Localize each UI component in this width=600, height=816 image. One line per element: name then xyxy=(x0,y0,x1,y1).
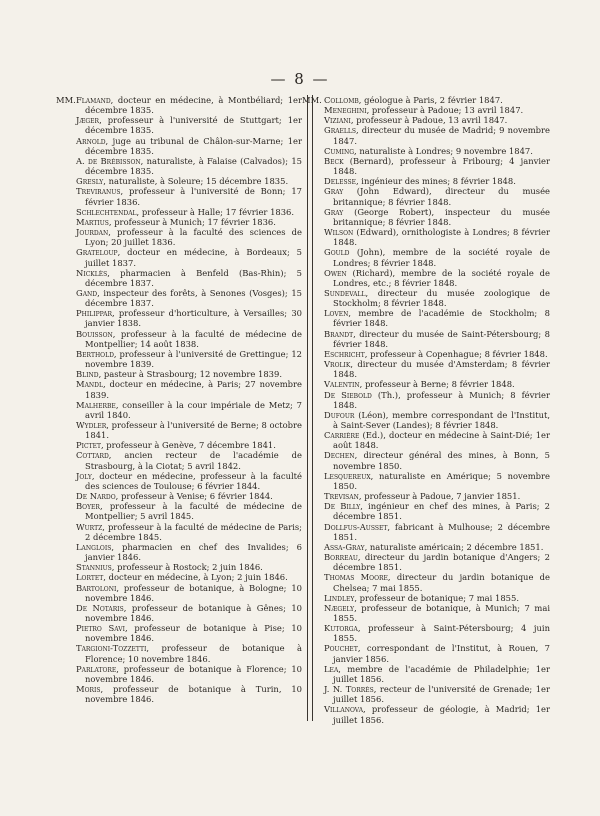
member-name: Valentin xyxy=(324,379,360,390)
member-name: Langlois xyxy=(76,541,112,552)
member-details: , naturaliste en Amérique; 5 novembre 1850. xyxy=(333,470,550,491)
mm-label-right: MM. xyxy=(302,95,322,105)
member-name: Sundevall xyxy=(324,287,366,298)
member-entry xyxy=(324,542,550,552)
member-name: Villanova xyxy=(324,704,364,715)
member-entry xyxy=(76,268,302,288)
member-details: , docteur en médecine, à Paris; 27 novembre 1839. xyxy=(85,379,302,400)
member-name: Grateloup xyxy=(76,247,118,258)
member-details: , professeur à Padoue; 13 avril 1847. xyxy=(366,105,524,116)
member-entry xyxy=(76,207,302,217)
member-details: , professeur de botanique à Gênes; 10 novembre 1846. xyxy=(85,602,302,623)
member-entry xyxy=(76,522,302,542)
member-details: , naturaliste, à Falaise (Calvados); 15 décembre 1835. xyxy=(85,155,302,177)
member-entry xyxy=(76,583,302,603)
member-details: , fabricant à Mulhouse; 2 décembre 1851. xyxy=(333,521,550,542)
member-entry xyxy=(324,522,550,542)
member-entry xyxy=(324,501,550,521)
member-entry xyxy=(76,115,302,135)
member-name: Moris xyxy=(76,684,101,695)
member-details: , inspecteur des forêts, à Senones (Vosges); 15 décembre 1837. xyxy=(85,287,302,309)
member-name: De Billy xyxy=(324,501,361,512)
member-name: Lortet xyxy=(76,572,104,583)
member-details: , pasteur à Strasbourg; 12 novembre 1839. xyxy=(98,369,282,380)
member-entry xyxy=(324,146,550,156)
member-entry xyxy=(76,369,302,379)
member-name: Beck xyxy=(324,155,344,166)
member-details: , professeur de botanique à Pise; 10 novembre 1846. xyxy=(85,623,303,644)
member-name: Bouisson xyxy=(76,328,113,339)
member-details: , directeur général des mines, à Bonn, 5 novembre 1850. xyxy=(333,450,550,471)
member-entry xyxy=(76,227,302,247)
member-details: , docteur en médecine, professeur à la faculté des sciences de Toulouse; 6 février 1844. xyxy=(85,470,302,491)
left-column xyxy=(56,95,303,705)
member-details: , professeur à l'université de Berne; 8 octobre 1841. xyxy=(85,420,302,441)
member-details: (Richard), membre de la société royale de Londres, etc.; 8 février 1848. xyxy=(333,267,550,288)
member-name: Loven xyxy=(324,308,349,319)
member-name: Delesse xyxy=(324,176,356,187)
member-entry xyxy=(324,268,550,288)
member-name: Flamand xyxy=(76,95,111,105)
member-entry xyxy=(324,704,550,724)
member-details: , docteur en médecine, à Lyon; 2 juin 1846. xyxy=(103,572,288,583)
member-details: , naturaliste, à Soleure; 15 décembre 1835. xyxy=(103,176,289,187)
member-details: , professeur à Berne; 8 février 1848. xyxy=(359,379,515,390)
member-name: Boyer xyxy=(76,501,100,512)
member-details: , docteur en médecine, à Bordeaux; 5 juillet 1837. xyxy=(85,247,302,268)
member-entry xyxy=(324,552,550,572)
member-entry xyxy=(76,288,302,308)
member-name: Meneghini xyxy=(324,105,367,116)
member-entry xyxy=(76,562,302,572)
member-details: , professeur à Copenhague; 8 février 1848. xyxy=(364,348,548,359)
member-entry xyxy=(324,288,550,308)
member-name: Trevisan xyxy=(324,491,359,502)
member-name: Wilson xyxy=(324,227,354,238)
member-details: , ancien recteur de l'académie de Strasbourg, à la Ciotat; 5 avril 1842. xyxy=(85,450,302,471)
member-entry xyxy=(324,308,550,328)
member-entry xyxy=(324,430,550,450)
member-name: Gresly xyxy=(76,176,104,187)
member-name: Graells xyxy=(324,125,356,136)
member-entry xyxy=(76,247,302,267)
member-entry xyxy=(76,603,302,623)
member-entry xyxy=(324,359,550,379)
member-entry xyxy=(76,664,302,684)
member-details: , docteur en médecine, à Montbéliard; 1er décembre 1835. xyxy=(85,95,302,116)
member-name: Lea xyxy=(324,663,339,674)
member-details: , professeur d'horticulture, à Versailles; 30 janvier 1838. xyxy=(85,308,302,329)
member-details: , naturaliste américain; 2 décembre 1851. xyxy=(364,541,544,552)
member-entry xyxy=(76,156,302,176)
member-name: Joly xyxy=(76,470,92,481)
member-details: , professeur à la faculté des sciences de Lyon; 20 juillet 1836. xyxy=(85,227,302,248)
member-name: De Notaris xyxy=(76,602,124,613)
member-name: Gould xyxy=(324,247,350,258)
member-name: Parlatore xyxy=(76,663,117,674)
member-details: (Ed.), docteur en médecine à Saint-Dié; 1er août 1848. xyxy=(333,430,550,451)
member-details: , membre de l'académie de Philadelphie; 1er juillet 1856. xyxy=(333,663,550,684)
member-details: , pharmacien à Benfeld (Bas-Rhin); 5 décembre 1837. xyxy=(85,267,302,288)
member-name: Owen xyxy=(324,267,347,278)
member-entry xyxy=(324,186,550,206)
member-name: Jæger xyxy=(76,115,100,126)
member-details: , professeur à Saint-Pétersbourg; 4 juin 1855. xyxy=(333,623,550,644)
member-details: , professeur à l'université de Bonn; 17 février 1836. xyxy=(85,186,302,207)
member-entry xyxy=(324,247,550,267)
right-column xyxy=(302,95,551,725)
member-details: , professeur à l'université de Grettingue; 12 novembre 1839. xyxy=(85,348,302,370)
member-entry xyxy=(76,542,302,562)
member-name: Nicklès xyxy=(76,267,108,278)
member-name: Pietro Savi xyxy=(76,623,125,634)
member-details: , professeur à Munich; 17 février 1836. xyxy=(108,216,276,227)
member-details: , professeur à la faculté de médecine de Montpellier; 14 août 1838. xyxy=(85,328,302,349)
member-entry xyxy=(76,136,302,156)
member-details: , ingénieur des mines; 8 février 1848. xyxy=(355,176,516,187)
member-details: , professeur de géologie, à Madrid; 1er juillet 1856. xyxy=(333,704,550,725)
member-details: , correspondant de l'Institut, à Rouen, 7 janvier 1856. xyxy=(333,643,550,664)
member-name: Cuming xyxy=(324,145,355,156)
member-entry xyxy=(324,643,550,663)
member-name: J. N. Torrès xyxy=(324,684,374,695)
member-name: Pictet xyxy=(76,440,101,451)
member-details: , professeur de botanique; 7 mai 1855. xyxy=(354,592,519,603)
member-name: Gray xyxy=(324,206,344,217)
member-entry xyxy=(324,227,550,247)
member-details: (Edward), ornithologiste à Londres; 8 février 1848. xyxy=(333,227,550,248)
member-entry xyxy=(76,501,302,521)
member-entry xyxy=(76,450,302,470)
member-details: , professeur à l'université de Stuttgart; 1er décembre 1835. xyxy=(85,115,302,136)
member-details: , professeur à la faculté de médecine de Paris; 2 décembre 1845. xyxy=(85,521,302,542)
member-entry xyxy=(76,420,302,440)
member-entry xyxy=(324,664,550,684)
member-name: Gand xyxy=(76,287,98,298)
member-details: , juge au tribunal de Châlon-sur-Marne; 1er décembre 1835. xyxy=(85,135,302,156)
member-entry xyxy=(324,125,550,145)
member-entry xyxy=(324,491,550,501)
member-details: , directeur du musée d'Amsterdam; 8 février 1848. xyxy=(333,359,550,380)
member-name: Dufour xyxy=(324,409,355,420)
member-details: , membre de l'académie de Stockholm; 8 février 1848. xyxy=(333,308,550,329)
member-details: (John Edward), directeur du musée britannique; 8 février 1848. xyxy=(333,186,550,207)
member-entry xyxy=(76,400,302,420)
member-details: , professeur de botanique, à Bologne; 10 novembre 1846. xyxy=(85,582,302,603)
member-entry xyxy=(324,572,550,592)
member-name: Kutorga xyxy=(324,623,358,634)
member-name: Schlechtendal xyxy=(76,206,137,217)
member-details: , directeur du musée de Saint-Pétersbourg; 8 février 1848. xyxy=(333,328,550,349)
member-name: Assa-Gray xyxy=(324,541,365,552)
member-name: Vrolik xyxy=(324,359,351,370)
member-details: , professeur à Rostock; 2 juin 1846. xyxy=(111,562,263,573)
member-name: Bartoloni xyxy=(76,582,117,593)
member-name: Lesquereux xyxy=(324,470,371,481)
member-name: Mandl xyxy=(76,379,103,390)
member-name: Brandt xyxy=(324,328,354,339)
member-details: , professeur de botanique à Florence; 10 novembre 1846. xyxy=(85,663,302,684)
member-entry xyxy=(324,207,550,227)
member-entry xyxy=(76,440,302,450)
member-entry xyxy=(76,308,302,328)
member-details: , directeur du jardin botanique de Chelsea; 7 mai 1855. xyxy=(333,572,550,593)
member-name: Viziani xyxy=(324,115,351,126)
member-details: (George Robert), inspecteur du musée britannique; 8 février 1848. xyxy=(333,206,550,227)
member-entry xyxy=(324,623,550,643)
member-entry xyxy=(324,450,550,470)
member-name: Stannius xyxy=(76,562,112,573)
left-member-list xyxy=(76,95,302,704)
member-details: (Bernard), professeur à Fribourg; 4 janvier 1848. xyxy=(333,155,550,177)
member-name: Malherbe xyxy=(76,399,116,410)
member-details: (Léon), membre correspondant de l'Institut, à Saint-Sever (Landes); 8 février 1848. xyxy=(333,409,550,430)
member-details: , recteur de l'université de Grenade; 1er juillet 1856. xyxy=(333,684,550,705)
member-name: A. de Brébisson xyxy=(76,155,141,166)
member-entry xyxy=(76,643,302,663)
member-name: Dechen xyxy=(324,450,355,461)
member-details: , directeur du musée zoologique de Stockholm; 8 février 1848. xyxy=(333,287,550,309)
member-details: , professeur à Padoue, 7 janvier 1851. xyxy=(358,491,521,502)
member-entry xyxy=(76,95,302,115)
member-name: De Siebold xyxy=(324,389,372,400)
member-details: , professeur à Padoue, 13 avril 1847. xyxy=(350,115,508,126)
member-name: Wydler xyxy=(76,420,107,430)
member-name: Philippar xyxy=(76,308,112,319)
right-member-list xyxy=(324,95,550,725)
member-entry xyxy=(76,176,302,186)
page-number: — 8 — xyxy=(270,70,330,88)
member-name: Berthold xyxy=(76,348,114,359)
member-name: Dollfus-Ausset xyxy=(324,521,388,532)
member-name: Wurtz xyxy=(76,521,103,532)
member-name: Jourdan xyxy=(76,227,109,238)
member-name: Targioni-Tozzetti xyxy=(76,643,147,654)
member-entry xyxy=(324,105,550,115)
member-details: , conseiller à la cour impériale de Metz; 7 avril 1840. xyxy=(85,399,302,420)
member-entry xyxy=(324,410,550,430)
member-entry xyxy=(324,115,550,125)
member-name: Collomb xyxy=(324,95,359,105)
member-entry xyxy=(324,471,550,491)
member-name: Gray xyxy=(324,186,344,197)
member-details: , professeur à Halle; 17 février 1836. xyxy=(136,206,295,217)
member-entry xyxy=(76,471,302,491)
member-details: , directeur du jardin botanique d'Angers; 2 décembre 1851. xyxy=(333,552,550,573)
member-name: Eschricht xyxy=(324,348,365,359)
member-details: , pharmacien en chef des Invalides; 6 janvier 1846. xyxy=(85,541,302,563)
member-details: , professeur de botanique à Florence; 10 novembre 1846. xyxy=(85,643,302,664)
member-entry xyxy=(76,379,302,399)
member-name: Carrière xyxy=(324,430,360,441)
member-entry xyxy=(324,95,550,105)
member-name: Blind xyxy=(76,369,99,380)
member-entry xyxy=(324,176,550,186)
member-entry xyxy=(76,491,302,501)
column-divider xyxy=(307,95,313,721)
member-details: , professeur de botanique à Turin, 10 novembre 1846. xyxy=(85,684,302,705)
member-entry xyxy=(76,349,302,369)
mm-label-left: MM. xyxy=(56,95,76,105)
member-entry xyxy=(324,379,550,389)
member-name: Cottard xyxy=(76,450,109,461)
member-name: Borreau xyxy=(324,552,358,563)
member-details: , géologue à Paris, 2 février 1847. xyxy=(358,95,503,105)
member-entry xyxy=(76,684,302,704)
member-entry xyxy=(76,217,302,227)
member-details: (John), membre de la société royale de Londres; 8 février 1848. xyxy=(333,247,550,268)
member-name: Lindley xyxy=(324,592,355,603)
member-entry xyxy=(324,593,550,603)
member-details: , naturaliste à Londres; 9 novembre 1847. xyxy=(354,145,533,156)
member-details: , professeur à Venise; 6 février 1844. xyxy=(115,491,273,502)
member-entry xyxy=(76,186,302,206)
member-entry xyxy=(324,329,550,349)
member-entry xyxy=(76,572,302,582)
member-name: Arnold xyxy=(76,135,106,146)
member-details: , directeur du musée de Madrid; 9 novembre 1847. xyxy=(333,125,550,146)
member-name: De Nardo xyxy=(76,491,116,502)
member-entry xyxy=(324,349,550,359)
member-entry xyxy=(76,623,302,643)
member-name: Thomas Moore xyxy=(324,572,388,583)
member-details: , ingénieur en chef des mines, à Paris; 2 décembre 1851. xyxy=(333,501,551,522)
member-name: Nægely xyxy=(324,602,355,613)
member-name: Treviranus xyxy=(76,186,121,197)
member-name: Pouchet xyxy=(324,643,358,654)
member-entry xyxy=(324,684,550,704)
member-entry xyxy=(324,390,550,410)
member-entry xyxy=(76,329,302,349)
member-details: , professeur de botanique, à Munich; 7 mai 1855. xyxy=(333,602,550,623)
member-name: Martius xyxy=(76,216,109,227)
member-entry xyxy=(324,603,550,623)
member-details: (Th.), professeur à Munich; 8 février 1848. xyxy=(333,389,550,410)
member-details: , professeur à Genève, 7 décembre 1841. xyxy=(100,440,276,451)
member-entry xyxy=(324,156,550,176)
member-details: , professeur à la faculté de médecine de Montpellier; 5 avril 1845. xyxy=(85,501,302,522)
